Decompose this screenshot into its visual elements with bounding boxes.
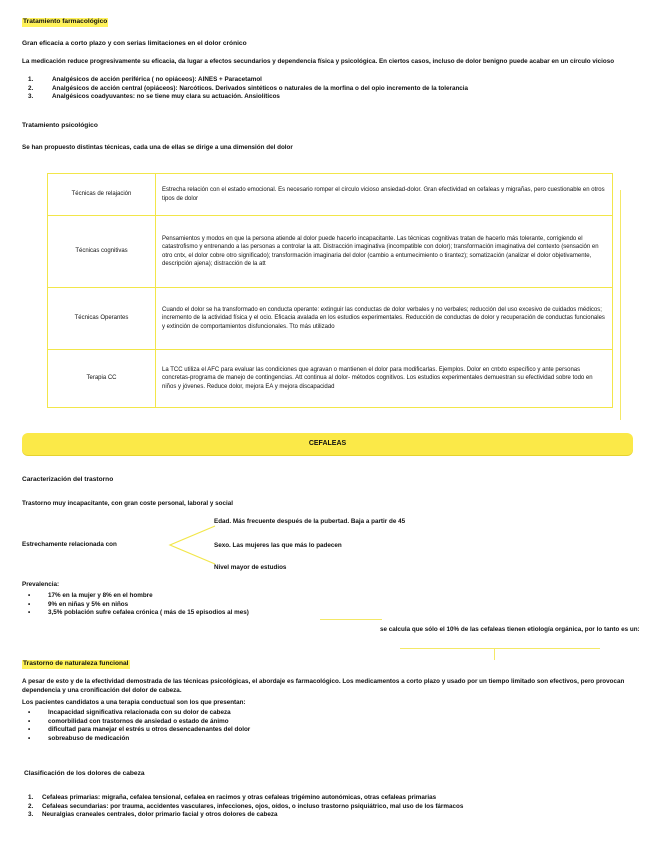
functional-title: Trastorno de naturaleza funcional	[23, 660, 129, 667]
technique-name: Técnicas de relajación	[48, 174, 156, 216]
technique-name: Terapia CC	[48, 350, 156, 408]
related-item: Edad. Más frecuente después de la pubertad. Baja a partir de 45	[214, 518, 406, 525]
list-item: 2. Analgésicos de acción central (opiáceos): Narcóticos. Derivados sintéticos o naturales de la morfina o del opio incremento de la tolerancia	[28, 84, 469, 92]
technique-name: Técnicas cognitivas	[48, 216, 156, 288]
list-item: 3. Analgésicos coadyuvantes: no se tiene muy clara su actuación. Ansiolíticos	[28, 93, 280, 100]
connector-line	[494, 648, 495, 660]
table-row	[48, 216, 613, 288]
section-banner: CEFALEAS	[22, 433, 633, 455]
list-item: 1. Cefaleas primarias: migraña, cefalea tensional, cefalea en racimos y otras cefaleas trigémino autonómicas, otras cefaleas primarias	[28, 794, 437, 801]
bracket-connector	[160, 520, 220, 570]
technique-desc: La TCC utiliza el AFC para evaluar las condiciones que agravan o mantienen el dolor para modificarlas. Ejemplos. Dolor en cntxto específico y ante personas concretas-programa de manejo de contingencias. Att continua al dolor- métodos cognitivos. Los estudios experimentales demuestran su efectividad sobre todo en niños y jóvenes. Reduce dolor, mejora EA y mejora discapacidad	[156, 350, 613, 408]
technique-name: Técnicas Operantes	[48, 288, 156, 350]
characterization-title: Caracterización del trastorno	[22, 476, 114, 483]
list-item: • dificultad para manejar el estrés u otros desencadenantes del dolor	[28, 726, 251, 733]
pharma-subtitle: Gran eficacia a corto plazo y con serias limitaciones en el dolor crónico	[22, 40, 247, 47]
list-item: • Incapacidad significativa relacionada con su dolor de cabeza	[28, 709, 231, 716]
psych-intro: Se han propuesto distintas técnicas, cada una de ellas se dirige a una dimensión del dolor	[22, 144, 293, 151]
connector-line	[400, 648, 600, 649]
prevalence-note: se calcula que sólo el 10% de las cefaleas tienen etiología orgánica, por lo tanto es un:	[380, 626, 640, 633]
classification-list	[22, 794, 642, 820]
list-item: • 3,5% población sufre cefalea crónica ( más de 15 episodios al mes)	[28, 609, 249, 616]
pharma-list	[22, 76, 642, 102]
prevalence-list	[22, 592, 352, 618]
prevalence-title: Prevalencia:	[22, 581, 60, 588]
list-item: 3. Neuralgias craneales centrales, dolor primario facial y otros dolores de cabeza	[28, 811, 278, 818]
list-item: • comorbilidad con trastornos de ansiedad o estado de ánimo	[28, 717, 229, 725]
table-row	[48, 288, 613, 350]
psych-title: Tratamiento psicológico	[22, 122, 98, 129]
related-item: Nivel mayor de estudios	[214, 564, 287, 571]
list-item: • 9% en niñas y 5% en niños	[28, 600, 129, 608]
technique-desc: Cuando el dolor se ha transformado en conducta operante: extinguir las conductas de dolor verbales y no verbales; reducción del uso excesivo de cuidados médicos; incremento de la actividad física y el ocio. Eficacia avalada en los estudios experimentales. Reducción de conductas de dolor y recuperación de conductas funcionales y extinción de comportamientos disfuncionales. Tto más utilizado	[156, 288, 613, 350]
decorative-line	[620, 190, 621, 420]
related-item: Sexo. Las mujeres las que más lo padecen	[214, 542, 342, 549]
list-item: • 17% en la mujer y 8% en el hombre	[28, 592, 153, 599]
list-item: 2. Cefaleas secundarias: por trauma, accidentes vasculares, infecciones, ojos, oídos, o incluso trastorno psiquiátrico, mal uso de los fármacos	[28, 802, 464, 810]
technique-desc: Pensamientos y modos en que la persona atiende al dolor puede hacerlo incapacitante. Las técnicas cognitivas tratan de hacerlo más tolerante, corrigiendo el catastrofismo y entrenando a las personas a controlar la att. Distracción imaginativa (incompatible con dolor); transformación imaginativa del contexto (sensación en otro cntx, el dolor cobre otro significado); transformación imaginaria del dolor (cambio a entumecimiento o tirantez); somatización (analizar el dolor objetivamente, descripción ajena); distracción de la att	[156, 216, 613, 288]
characterization-intro: Trastorno muy incapacitante, con gran coste personal, laboral y social	[22, 500, 234, 507]
list-item: • sobreabuso de medicación	[28, 734, 130, 742]
technique-desc: Estrecha relación con el estado emocional. Es necesario romper el círculo vicioso ansiedad-dolor. Gran efectividad en cefaleas y migrañas, pero cuestionable en otros tipos de dolor	[156, 174, 613, 216]
table-row	[48, 174, 613, 216]
functional-paragraph: A pesar de esto y de la efectividad demostrada de las técnicas psicológicas, el abordaje es farmacológico. Los medicamentos a corto plazo y usado por un tiempo limitado son efectivos, pero provocan dependencia y una cronificación del dolor de cabeza.	[22, 678, 625, 694]
techniques-table	[47, 173, 613, 408]
functional-list	[22, 709, 622, 743]
table-row	[48, 350, 613, 408]
pharma-intro: La medicación reduce progresivamente su eficacia, da lugar a efectos secundarios y dependencia física y psicológica. En ciertos casos, incluso de dolor benigno puede acabar en un círculo vicioso	[22, 58, 615, 65]
connector-line	[320, 619, 382, 620]
list-item: 1. Analgésicos de acción periférica ( no opiáceos): AINES + Paracetamol	[28, 76, 262, 83]
classification-title: Clasificación de los dolores de cabeza	[24, 770, 145, 777]
related-label: Estrechamente relacionada con	[22, 541, 117, 548]
functional-candidates: Los pacientes candidatos a una terapia conductual son los que presentan:	[22, 699, 246, 706]
pharma-title: Tratamiento farmacológico	[23, 18, 108, 25]
